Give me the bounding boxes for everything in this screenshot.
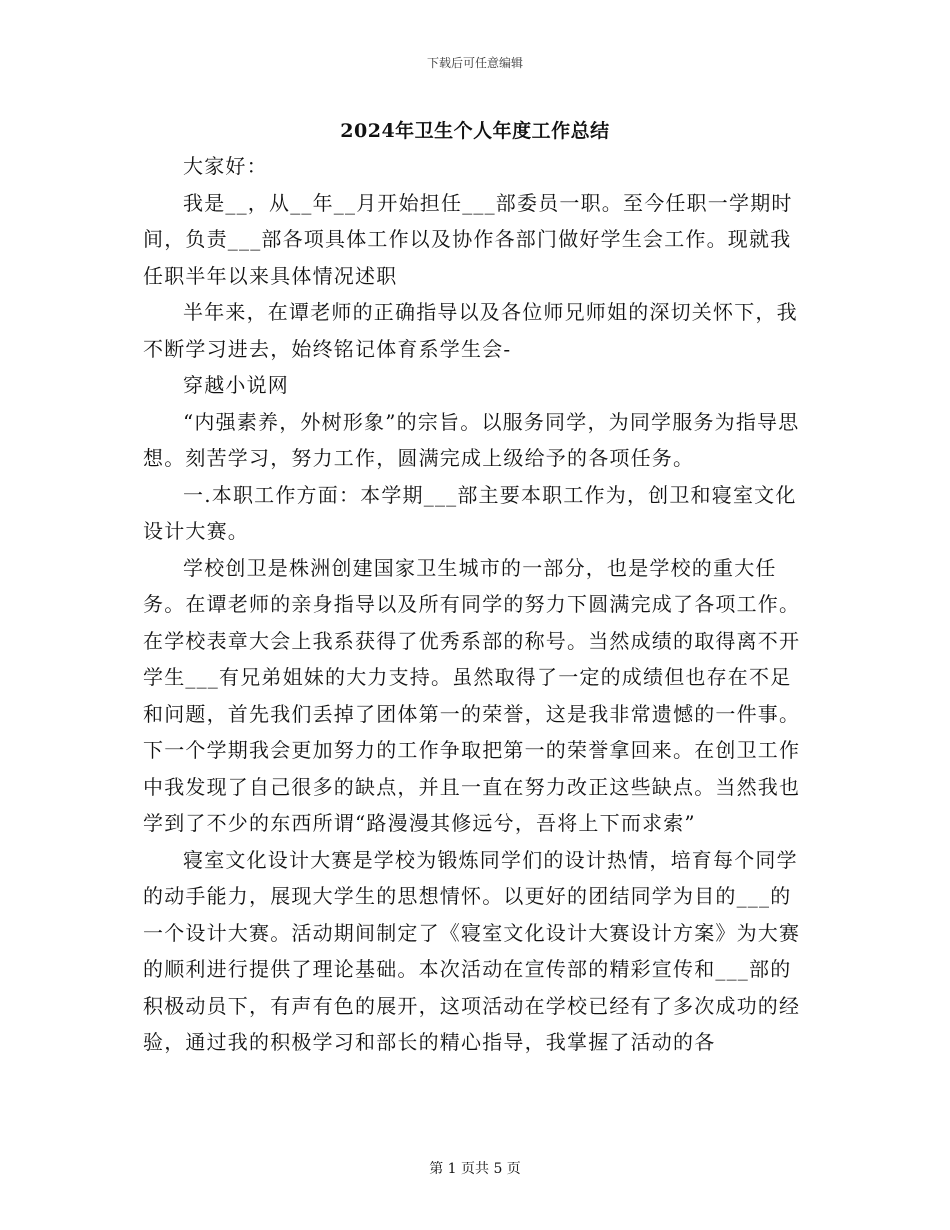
paragraph-motto: “内强素养，外树形象”的宗旨。以服务同学，为同学服务为指导思想。刻苦学习，努力工作，圆满完成上级给予的各项任务。: [143, 409, 800, 470]
document-body: [143, 148, 807, 1061]
paragraph-intro: 我是__，从__年__月开始担任___部委员一职。至今任职一学期时间，负责___部各项具体工作以及协作各部门做好学生会工作。现就我任职半年以来具体情况述职: [143, 190, 793, 288]
paragraph-sanitation: 学校创卫是株洲创建国家卫生城市的一部分，也是学校的重大任务。在谭老师的亲身指导以及所有同学的努力下圆满完成了各项工作。在学校表章大会上我系获得了优秀系部的称号。当然成绩的取得离不开学生___有兄弟姐妹的大力支持。虽然取得了一定的成绩但也存在不足和问题，首先我们丢掉了团体第一的荣誉，这是我非常遗憾的一件事。下一个学期我会更加努力的工作争取把第一的荣誉拿回来。在创卫工作中我发现了自己很多的缺点，并且一直在努力改正这些缺点。当然我也学到了不少的东西所谓“路漫漫其修远兮，吾将上下而求索”: [143, 555, 801, 835]
document-title: 2024年卫生个人年度工作总结: [340, 120, 610, 142]
paragraph-section-one: 一.本职工作方面：本学期___部主要本职工作为，创卫和寝室文化设计大赛。: [143, 482, 797, 543]
paragraph-half-year: 半年来，在谭老师的正确指导以及各位师兄师姐的深切关怀下，我不断学习进去，始终铭记体育系学生会-: [143, 300, 798, 361]
header-note: 下载后可任意编辑: [426, 56, 523, 70]
paragraph-site-name: 穿越小说网: [183, 373, 289, 397]
page-footer: 第 1 页共 5 页: [429, 1161, 521, 1177]
paragraph-greeting: 大家好：: [183, 154, 268, 178]
paragraph-dorm-contest: 寝室文化设计大赛是学校为锻炼同学们的设计热情，培育每个同学的动手能力，展现大学生的思想情怀。以更好的团结同学为目的___的一个设计大赛。活动期间制定了《寝室文化设计大赛设计方案》为大赛的顺利进行提供了理论基础。本次活动在宣传部的精彩宣传和___部的积极动员下，有声有色的展开，这项活动在学校已经有了多次成功的经验，通过我的积极学习和部长的精心指导，我掌握了活动的各: [143, 847, 801, 1054]
